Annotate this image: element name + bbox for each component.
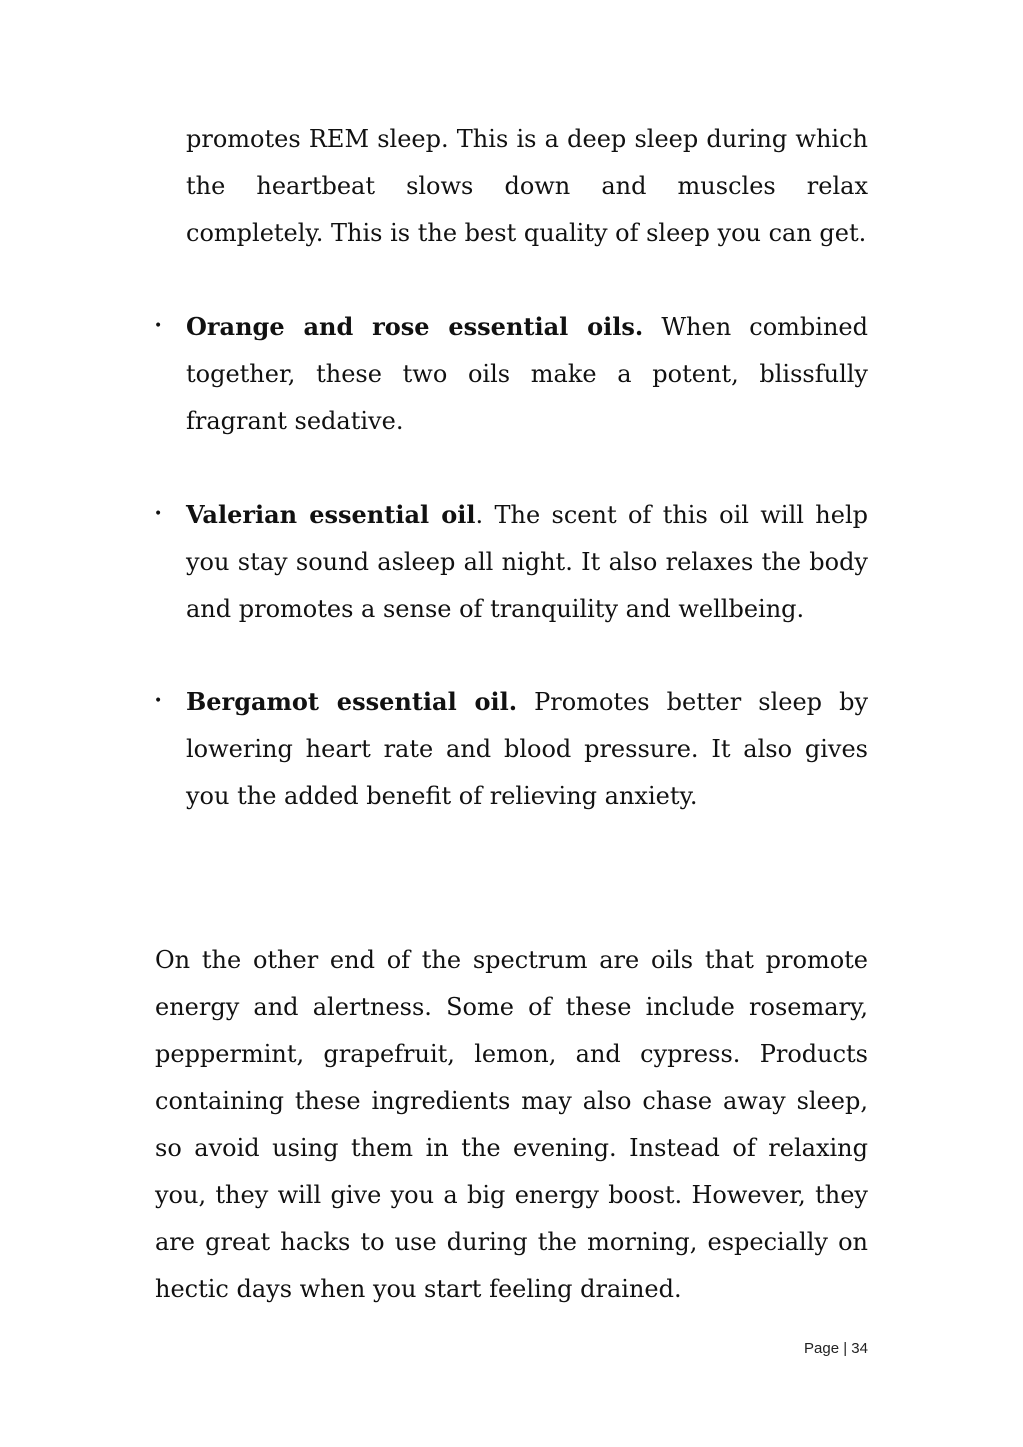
item-text: When combined together, these two oils make a potent, blissfully fragrant sedative. (186, 313, 868, 435)
item-title: Bergamot essential oil. (186, 687, 518, 716)
bullet-icon: • (154, 506, 163, 522)
list-item-orange-rose (154, 303, 868, 445)
item-text: . The scent of this oil will help you stay sound asleep all night. It also relaxes the body and promotes a sense of tranquility and wellbeing. (186, 501, 869, 623)
body-paragraph: On the other end of the spectrum are oils that promote energy and alertness. Some of these include rosemary, peppermint, grapefruit, lemon, and cypress. Products containing these ingredients may also chase away sleep, so avoid using them in the evening. Instead of relaxing you, they will give you a big energy boost. However, they are great hacks to use during the morning, especially on hectic days when you start feeling drained. (155, 946, 868, 1303)
item-text: Promotes better sleep by lowering heart rate and blood pressure. It also gives you the added benefit of relieving anxiety. (186, 688, 869, 810)
bullet-icon: • (154, 693, 163, 709)
item-title: Orange and rose essential oils. (186, 312, 644, 341)
continuation-text: promotes REM sleep. This is a deep sleep during which the heartbeat slows down and muscles relax completely. This is the best quality of sleep you can get. (186, 125, 868, 247)
list-item-valerian (154, 491, 869, 633)
page-number: Page | 34 (804, 1340, 868, 1357)
item-title: Valerian essential oil (186, 500, 476, 529)
bullet-icon: • (154, 318, 163, 334)
list-item-bergamot (154, 678, 869, 820)
